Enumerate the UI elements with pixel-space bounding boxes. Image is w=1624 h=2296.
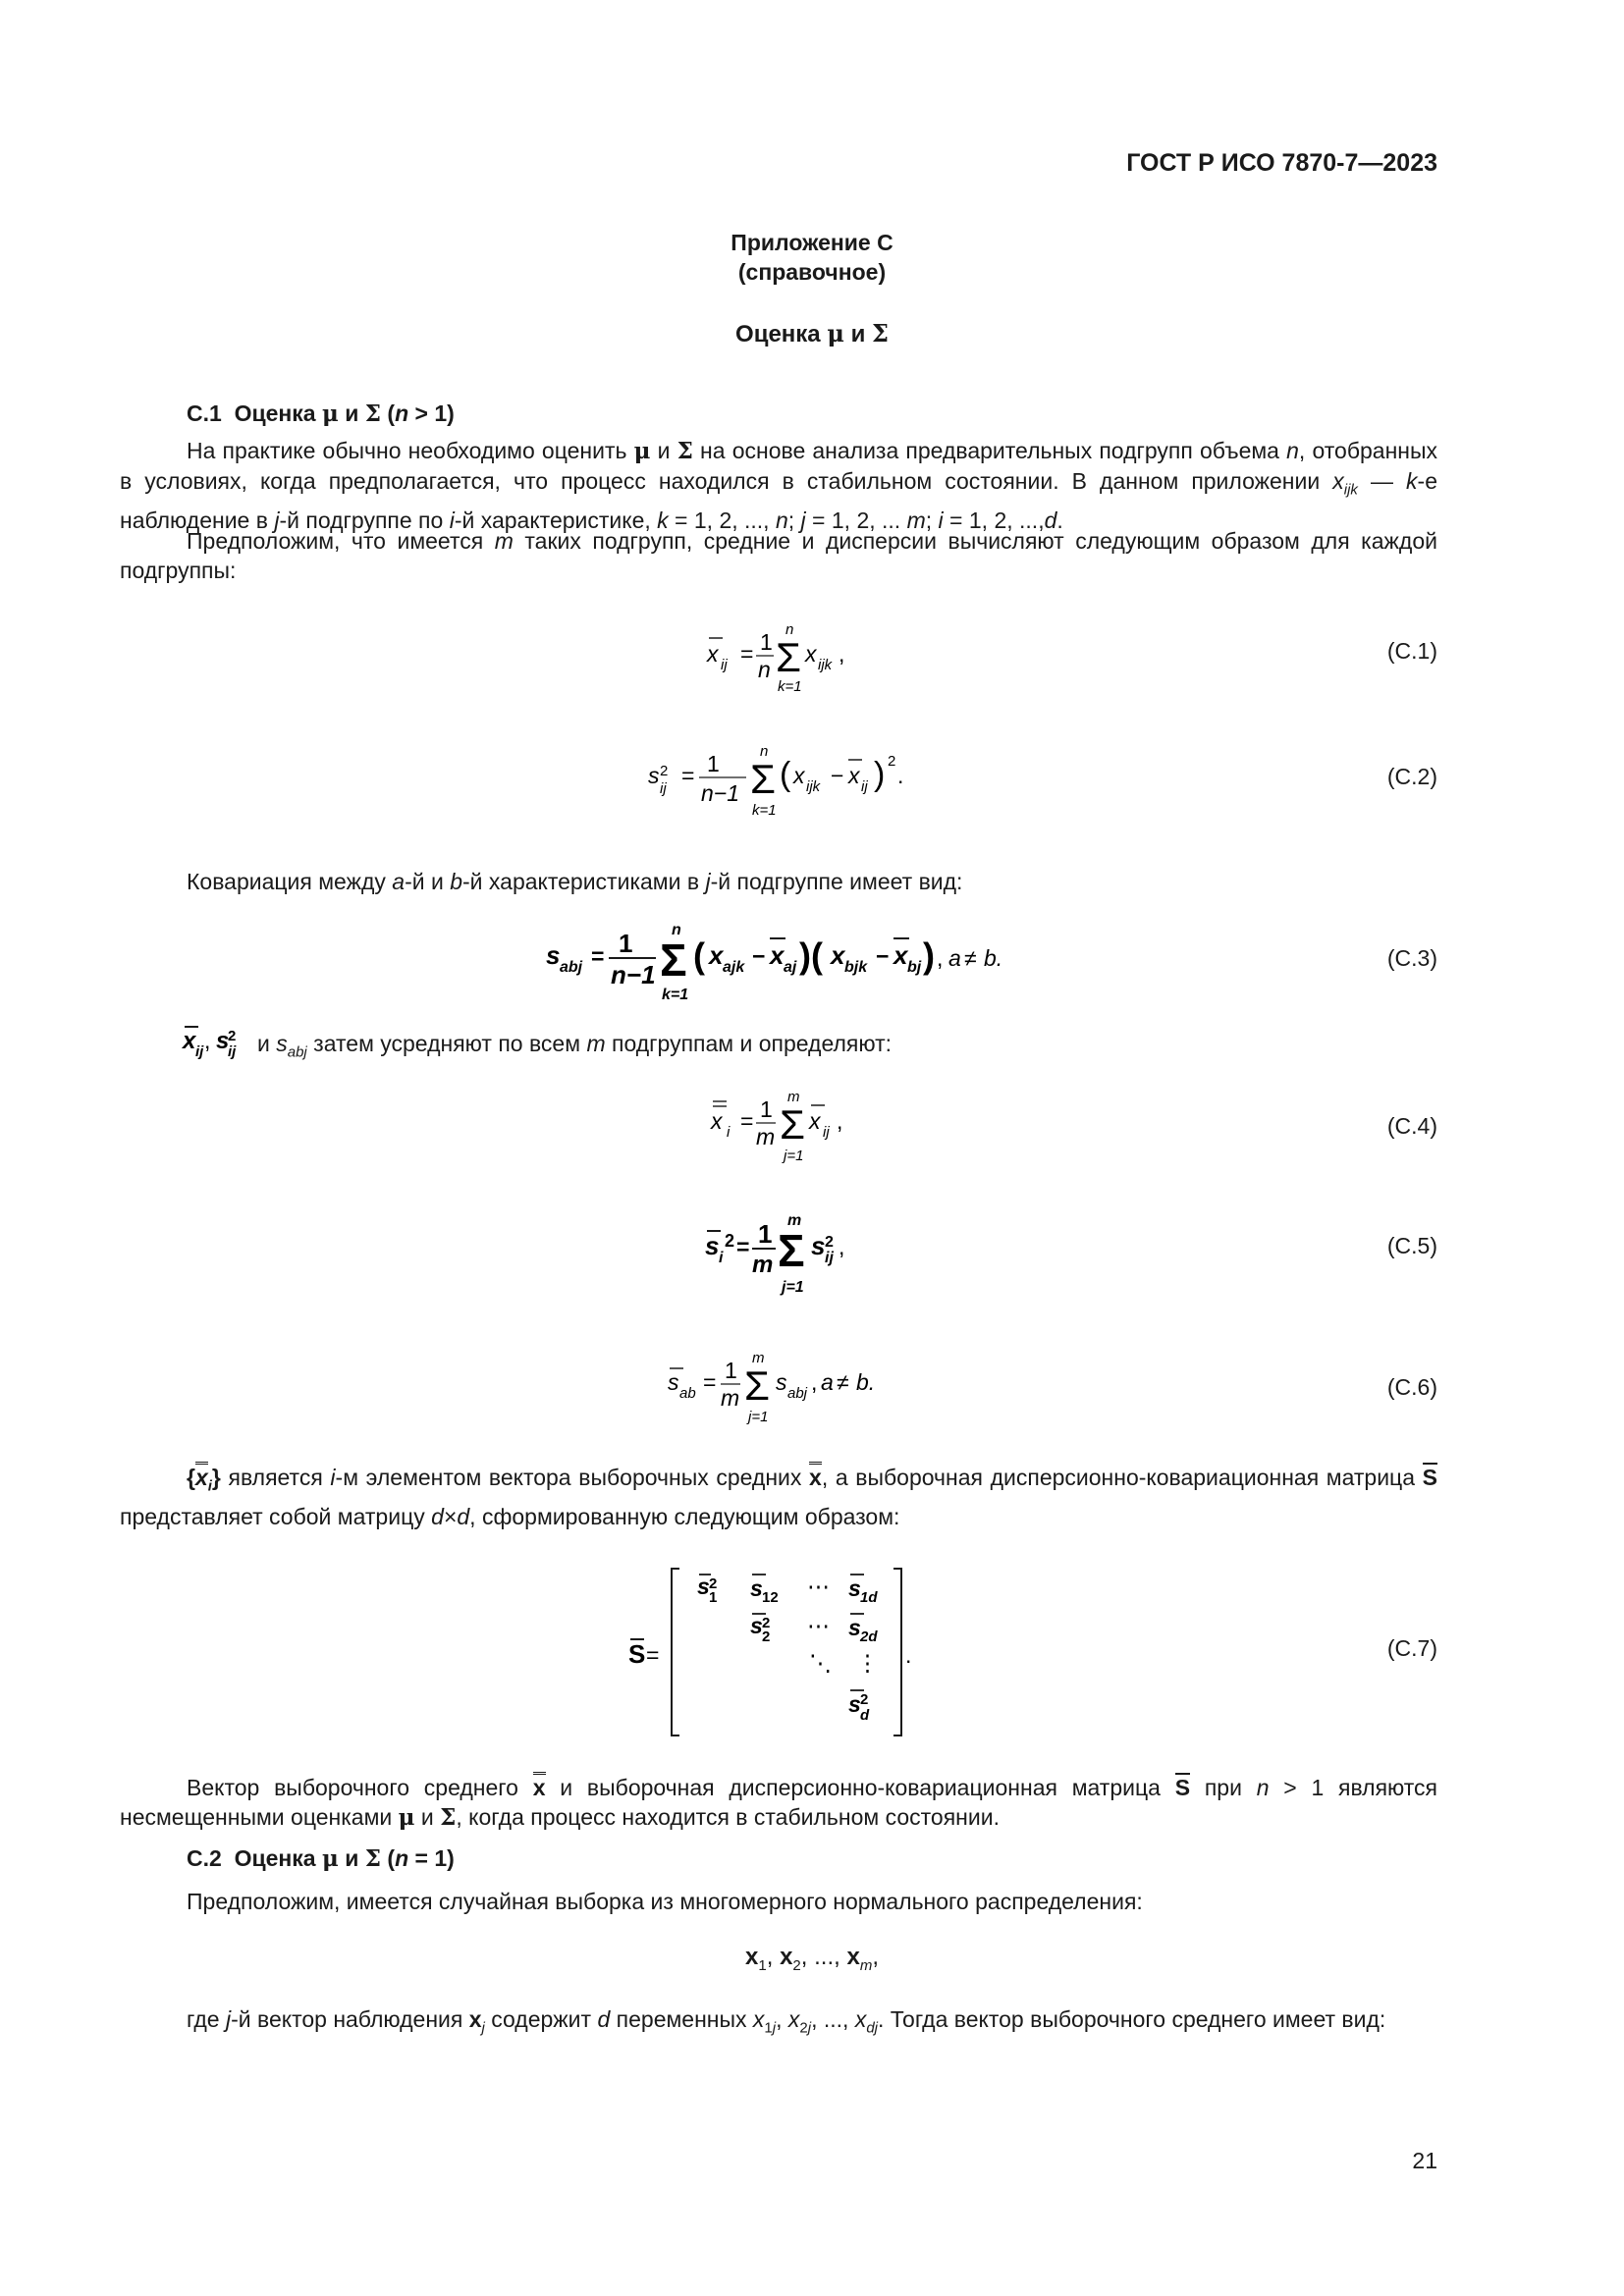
svg-text:2d: 2d xyxy=(860,1629,878,1645)
svg-text:j=1: j=1 xyxy=(748,1409,769,1425)
svg-text:12: 12 xyxy=(762,1589,779,1606)
svg-text:1: 1 xyxy=(709,1589,718,1606)
svg-text:ij: ij xyxy=(825,1250,834,1266)
svg-text:2: 2 xyxy=(762,1615,771,1631)
svg-text:,: , xyxy=(204,1028,211,1053)
svg-text:m: m xyxy=(756,1124,776,1149)
svg-text:Σ: Σ xyxy=(660,934,687,986)
svg-text:,: , xyxy=(937,945,944,971)
svg-text:ij: ij xyxy=(228,1043,237,1060)
svg-text:−: − xyxy=(831,763,844,788)
svg-text:x: x xyxy=(848,763,860,788)
svg-text:2: 2 xyxy=(709,1575,718,1592)
main-title: Оценка μ и Σ xyxy=(735,319,889,347)
equation-number-c2: (С.2) xyxy=(1386,764,1437,789)
svg-text:abj: abj xyxy=(560,959,583,976)
svg-text:x: x xyxy=(770,940,785,970)
svg-text:x: x xyxy=(831,940,845,970)
svg-text:n−1: n−1 xyxy=(701,780,740,806)
svg-text:m: m xyxy=(787,1089,800,1105)
section-1-heading: С.1 Оценка μ и Σ (n > 1) xyxy=(187,400,455,427)
svg-text:k=1: k=1 xyxy=(662,987,689,1003)
formula-c7-matrix xyxy=(628,1561,923,1753)
svg-text:Σ: Σ xyxy=(778,1225,805,1276)
svg-text:Σ: Σ xyxy=(744,1362,770,1409)
svg-text:1d: 1d xyxy=(860,1589,878,1606)
svg-text:k=1: k=1 xyxy=(752,802,777,819)
svg-text:s: s xyxy=(697,1574,710,1599)
svg-text:x: x xyxy=(893,940,908,970)
svg-text:ij: ij xyxy=(721,657,728,673)
svg-text:i: i xyxy=(727,1124,731,1141)
svg-text:x: x xyxy=(707,641,719,667)
appendix-title: Приложение С xyxy=(731,230,893,255)
svg-text:=: = xyxy=(740,1108,754,1134)
equation-number-c4: (С.4) xyxy=(1386,1113,1437,1139)
svg-text:s: s xyxy=(848,1691,861,1717)
svg-text:,: , xyxy=(839,1234,845,1259)
svg-text:1: 1 xyxy=(725,1358,737,1383)
svg-text:j=1: j=1 xyxy=(782,1279,804,1296)
formula-c5 xyxy=(705,1209,872,1304)
svg-text:n−1: n−1 xyxy=(611,960,656,989)
svg-text:.: . xyxy=(897,763,904,788)
svg-text:−: − xyxy=(876,943,890,969)
svg-text:2: 2 xyxy=(762,1629,771,1645)
svg-text:): ) xyxy=(923,935,935,976)
vector-text: $\{x_i\}$ является i-м элементом вектора выборочных средних x, а выборочная дисперсионно-ковариационная матрица S представляет собой матрицу d×d, сформированную следующим образом: xyxy=(120,1463,1437,1531)
appendix-kind: (справочное) xyxy=(737,259,887,285)
svg-text:1: 1 xyxy=(707,751,720,776)
svg-text:1: 1 xyxy=(619,929,633,958)
svg-text:⋯: ⋯ xyxy=(807,1613,830,1638)
svg-text:s: s xyxy=(750,1575,763,1601)
svg-text:a: a xyxy=(821,1369,834,1395)
svg-text:m: m xyxy=(787,1212,802,1229)
svg-text:1: 1 xyxy=(760,629,773,655)
svg-text:): ) xyxy=(874,756,886,793)
svg-text:m: m xyxy=(752,1350,765,1366)
equation-number-c1: (С.1) xyxy=(1386,638,1437,664)
svg-text:2: 2 xyxy=(860,1691,869,1708)
svg-text:,: , xyxy=(811,1369,818,1395)
svg-text:⋱: ⋱ xyxy=(809,1650,832,1676)
svg-text:2: 2 xyxy=(725,1231,735,1251)
svg-text:s: s xyxy=(648,763,660,788)
svg-text:x: x xyxy=(183,1028,196,1054)
svg-text:m: m xyxy=(721,1385,740,1411)
svg-text:≠: ≠ xyxy=(837,1369,849,1395)
svg-text:ajk: ajk xyxy=(723,959,745,976)
svg-text:x: x xyxy=(793,763,805,788)
svg-text:⋯: ⋯ xyxy=(807,1574,830,1599)
svg-text:n: n xyxy=(758,657,771,682)
equation-number-c5: (С.5) xyxy=(1386,1233,1437,1258)
equation-number-c7: (С.7) xyxy=(1386,1635,1437,1661)
section-2-paragraph-1: Предположим, имеется случайная выборка из многомерного нормального распределения: xyxy=(187,1889,1143,1914)
svg-text:n: n xyxy=(672,922,681,938)
svg-text:S: S xyxy=(628,1639,646,1669)
svg-text:,: , xyxy=(837,1108,843,1134)
section-1-paragraph-1: На практике обычно необходимо оценить μ и Σ на основе анализа предварительных подгрупп объема n, отобранных в условиях, когда предполагается, что процесс находился в стабильном состоянии. В данном приложении $x_{ijk}$ — k-е наблюдение в j-й подгруппе по i-й характеристике, k = 1, 2, ..., n; j = 1, 2, ... m; i = 1, 2, ...,d. xyxy=(120,438,1438,533)
svg-text:n: n xyxy=(760,743,769,760)
section-2-heading: С.2 Оценка μ и Σ (n = 1) xyxy=(187,1845,455,1872)
svg-text:s: s xyxy=(811,1231,826,1260)
averaging-symbols xyxy=(183,1023,261,1072)
svg-text:abj: abj xyxy=(787,1385,808,1402)
sample-vectors: $x_1$, $x_2$, ..., $x_m$, xyxy=(745,1944,879,1974)
svg-text:s: s xyxy=(216,1028,230,1054)
section-2-paragraph-2: где j-й вектор наблюдения $x_j$ содержит d переменных $x_{1j}$, $x_{2j}$, ..., $x_{dj}$. Тогда вектор выборочного среднего имеет вид: xyxy=(187,2006,1386,2037)
svg-text:1: 1 xyxy=(758,1219,773,1249)
svg-text:ij: ij xyxy=(861,778,868,795)
formula-c2 xyxy=(648,738,923,832)
svg-text:ij: ij xyxy=(823,1124,830,1141)
svg-text:2: 2 xyxy=(825,1234,834,1251)
formula-c4 xyxy=(711,1088,878,1172)
svg-text:ijk: ijk xyxy=(806,778,821,795)
svg-text:d: d xyxy=(860,1707,870,1724)
svg-text:bjk: bjk xyxy=(844,959,868,976)
formula-c6 xyxy=(668,1349,923,1433)
svg-text:b.: b. xyxy=(856,1369,876,1395)
svg-text:ab: ab xyxy=(679,1385,696,1402)
svg-text:s: s xyxy=(546,940,561,970)
svg-text:bj: bj xyxy=(907,959,922,976)
svg-text:n: n xyxy=(785,621,794,638)
svg-text:x: x xyxy=(709,940,724,970)
equation-number-c3: (С.3) xyxy=(1386,945,1437,971)
svg-text:s: s xyxy=(705,1231,720,1260)
svg-text:aj: aj xyxy=(784,959,797,976)
svg-text:2: 2 xyxy=(888,753,896,770)
section-1-paragraph-2: Предположим, что имеется m таких подгрупп, средние и дисперсии вычисляют следующим образом для каждой подгруппы: xyxy=(120,528,1437,583)
svg-text:a: a xyxy=(948,945,961,971)
svg-text:s: s xyxy=(668,1369,679,1395)
svg-text:ijk: ijk xyxy=(818,657,833,673)
svg-text:1: 1 xyxy=(760,1096,773,1122)
svg-text:=: = xyxy=(591,943,605,969)
svg-text:Σ: Σ xyxy=(750,756,776,802)
svg-text:Σ: Σ xyxy=(776,634,801,680)
page-number: 21 xyxy=(1412,2148,1437,2173)
svg-text:ij: ij xyxy=(660,780,667,797)
svg-text:2: 2 xyxy=(660,763,669,779)
svg-text:Σ: Σ xyxy=(780,1101,805,1148)
svg-text:x: x xyxy=(711,1108,723,1134)
equation-number-c6: (С.6) xyxy=(1386,1374,1437,1400)
svg-text:=: = xyxy=(703,1369,717,1395)
svg-text:.: . xyxy=(905,1642,912,1668)
svg-text:x: x xyxy=(809,1108,821,1134)
averaging-text: и $s_{abj}$ затем усредняют по всем m подгруппам и определяют: xyxy=(257,1031,893,1061)
svg-text:m: m xyxy=(752,1252,774,1278)
conclusion-text: Вектор выборочного среднего x и выборочная дисперсионно-ковариационная матрица S при n > 1 являются несмещенными оценками μ и Σ, когда процесс находится в стабильном состоянии. xyxy=(120,1773,1437,1833)
svg-text:)(: )( xyxy=(799,935,823,976)
svg-text:k=1: k=1 xyxy=(778,678,802,695)
standard-header: ГОСТ Р ИСО 7870-7—2023 xyxy=(1126,149,1437,177)
formula-c3 xyxy=(546,915,1037,1014)
svg-text:i: i xyxy=(719,1250,724,1266)
svg-text:=: = xyxy=(740,641,754,667)
svg-text:j=1: j=1 xyxy=(784,1148,804,1164)
svg-text:≠: ≠ xyxy=(964,945,977,971)
svg-text:b.: b. xyxy=(984,945,1003,971)
svg-text:,: , xyxy=(839,641,845,667)
svg-text:=: = xyxy=(681,763,695,788)
svg-text:s: s xyxy=(750,1613,763,1638)
svg-text:=: = xyxy=(646,1642,660,1668)
svg-text:x: x xyxy=(805,641,817,667)
svg-text:s: s xyxy=(848,1615,861,1640)
svg-text:⋮: ⋮ xyxy=(856,1650,879,1676)
svg-text:−: − xyxy=(752,943,766,969)
svg-text:ij: ij xyxy=(195,1043,204,1060)
svg-text:(: ( xyxy=(693,935,705,976)
svg-text:s: s xyxy=(848,1575,861,1601)
svg-text:s: s xyxy=(776,1369,787,1395)
formula-c1 xyxy=(707,620,874,705)
covariance-text: Ковариация между a-й и b-й характеристиками в j-й подгруппе имеет вид: xyxy=(187,869,963,894)
svg-text:=: = xyxy=(736,1234,750,1259)
svg-text:2: 2 xyxy=(228,1028,237,1044)
svg-text:(: ( xyxy=(780,756,791,793)
